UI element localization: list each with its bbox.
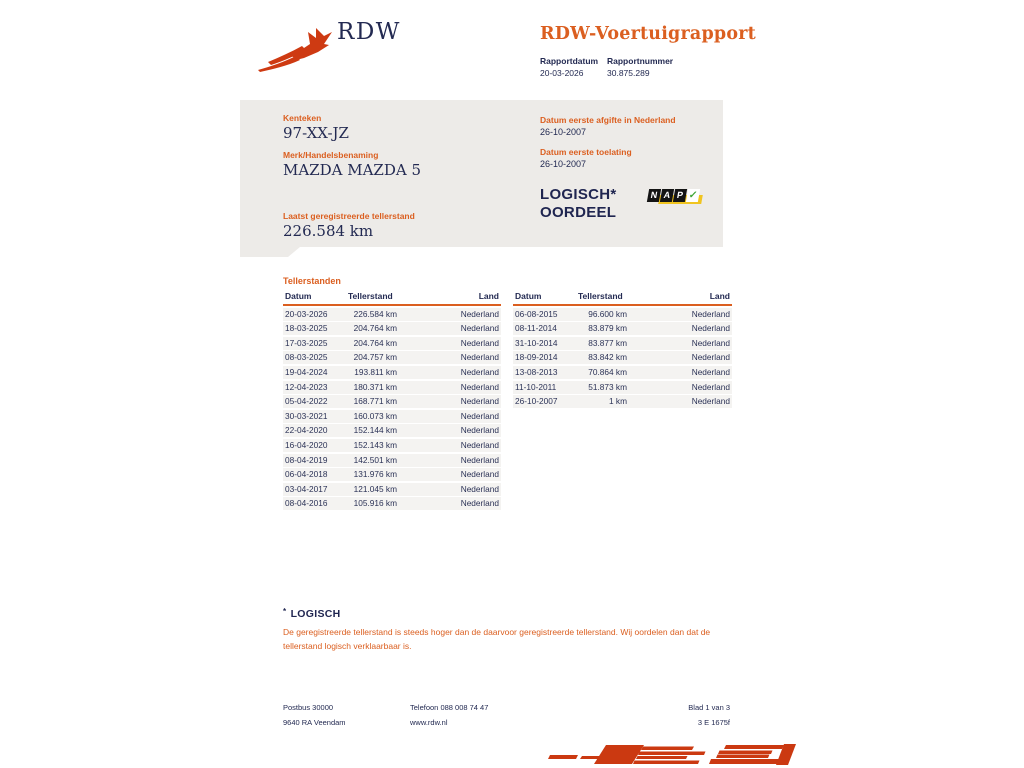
laatste-tellerstand-label: Laatst geregistreerde tellerstand <box>283 211 415 221</box>
cell-land: Nederland <box>460 469 499 480</box>
footer-website: www.rdw.nl <box>410 718 448 727</box>
cell-datum: 16-04-2020 <box>285 439 328 450</box>
cell-land: Nederland <box>691 308 730 319</box>
rdw-stripes-decoration-icon <box>546 742 798 768</box>
cell-datum: 05-04-2022 <box>285 396 328 407</box>
cell-tellerstand: 204.764 km <box>353 323 397 334</box>
cell-tellerstand: 168.771 km <box>353 396 397 407</box>
table-row <box>283 468 501 481</box>
logisch-footnote <box>283 604 723 653</box>
cell-tellerstand: 204.757 km <box>353 352 397 363</box>
table-row <box>283 483 501 496</box>
cell-tellerstand: 160.073 km <box>353 410 397 421</box>
cell-land: Nederland <box>460 381 499 392</box>
eerste-afgifte-value: 26-10-2007 <box>540 127 587 137</box>
nap-logo <box>648 185 704 209</box>
cell-tellerstand: 204.764 km <box>353 337 397 348</box>
footer-address-line2: 9640 RA Veendam <box>283 718 346 727</box>
cell-datum: 18-09-2014 <box>515 352 558 363</box>
nap-letter-n: N <box>647 189 661 202</box>
cell-tellerstand: 131.976 km <box>353 469 397 480</box>
column-header-tellerstand: Tellerstand <box>578 291 623 301</box>
table-row <box>283 395 501 408</box>
kenteken-label: Kenteken <box>283 113 322 123</box>
report-number-label: Rapportnummer <box>607 56 674 66</box>
tellerstanden-title: Tellerstanden <box>283 276 341 286</box>
table-row <box>283 337 501 350</box>
cell-land: Nederland <box>691 366 730 377</box>
column-header-land: Land <box>478 291 499 301</box>
table-row <box>283 308 501 321</box>
cell-tellerstand: 51.873 km <box>588 381 627 392</box>
column-header-tellerstand: Tellerstand <box>348 291 393 301</box>
column-header-datum: Datum <box>515 291 542 301</box>
cell-land: Nederland <box>460 425 499 436</box>
nap-check-icon: ✓ <box>687 190 699 201</box>
cell-datum: 26-10-2007 <box>515 396 558 407</box>
table-row <box>283 424 501 437</box>
cell-datum: 19-04-2024 <box>285 366 328 377</box>
tellerstanden-section <box>283 276 732 510</box>
table-header <box>283 291 501 306</box>
page-title: RDW-Voertuigrapport <box>540 24 756 44</box>
eerste-afgifte-label: Datum eerste afgifte in Nederland <box>540 115 676 125</box>
table-row <box>283 322 501 335</box>
footer-page-indicator: Blad 1 van 3 <box>688 703 730 712</box>
cell-datum: 31-10-2014 <box>515 337 558 348</box>
cell-land: Nederland <box>460 308 499 319</box>
cell-datum: 30-03-2021 <box>285 410 328 421</box>
footer-address-line1: Postbus 30000 <box>283 703 334 712</box>
cell-tellerstand: 1 km <box>609 396 627 407</box>
cell-tellerstand: 70.864 km <box>588 366 627 377</box>
cell-land: Nederland <box>460 498 499 509</box>
odometer-table-right <box>513 291 732 510</box>
cell-datum: 08-03-2025 <box>285 352 328 363</box>
report-date-value: 20-03-2026 <box>540 68 584 78</box>
footer-page-info <box>600 700 730 730</box>
cell-datum: 17-03-2025 <box>285 337 328 348</box>
table-row <box>513 381 732 394</box>
cell-tellerstand: 152.143 km <box>353 439 397 450</box>
cell-land: Nederland <box>460 352 499 363</box>
table-row <box>283 381 501 394</box>
cell-datum: 12-04-2023 <box>285 381 328 392</box>
cell-tellerstand: 105.916 km <box>353 498 397 509</box>
cell-datum: 08-04-2019 <box>285 454 328 465</box>
cell-tellerstand: 83.879 km <box>588 323 627 334</box>
cell-land: Nederland <box>460 366 499 377</box>
footer-form-code: 3 E 1675f <box>697 718 730 727</box>
cell-tellerstand: 193.811 km <box>354 366 397 377</box>
cell-land: Nederland <box>691 323 730 334</box>
cell-tellerstand: 83.842 km <box>588 352 627 363</box>
column-header-datum: Datum <box>285 291 312 301</box>
eerste-toelating-label: Datum eerste toelating <box>540 147 632 157</box>
oordeel-line2: OORDEEL <box>540 204 617 221</box>
eerste-toelating-value: 26-10-2007 <box>540 159 587 169</box>
laatste-tellerstand-value: 226.584 km <box>283 222 374 240</box>
rdw-flag-logo-icon <box>258 22 334 72</box>
table-row <box>283 410 501 423</box>
cell-datum: 13-08-2013 <box>515 366 558 377</box>
cell-datum: 03-04-2017 <box>285 483 328 494</box>
cell-datum: 06-04-2018 <box>285 469 328 480</box>
oordeel-line1: LOGISCH* <box>540 186 617 203</box>
footnote-marker: * <box>283 607 287 616</box>
cell-land: Nederland <box>460 439 499 450</box>
vehicle-summary-panel <box>240 100 723 247</box>
footnote-text: De geregistreerde tellerstand is steeds hoger dan de daarvoor geregistreerde tellerstand. Wij oordelen dan dat de tellerstand logisch verklaarbaar is. <box>283 627 711 651</box>
cell-land: Nederland <box>460 323 499 334</box>
table-row <box>513 366 732 379</box>
column-header-land: Land <box>709 291 730 301</box>
table-row <box>283 454 501 467</box>
table-header <box>513 291 732 306</box>
cell-land: Nederland <box>460 337 499 348</box>
table-row <box>513 351 732 364</box>
cell-datum: 18-03-2025 <box>285 323 328 334</box>
cell-datum: 08-11-2014 <box>515 323 557 334</box>
merk-value: MAZDA MAZDA 5 <box>283 161 422 179</box>
nap-letter-p: P <box>673 189 687 202</box>
cell-land: Nederland <box>460 483 499 494</box>
cell-datum: 11-10-2011 <box>515 381 557 392</box>
cell-datum: 20-03-2026 <box>285 308 328 319</box>
cell-land: Nederland <box>691 381 730 392</box>
table-row <box>513 395 732 408</box>
merk-label: Merk/Handelsbenaming <box>283 150 379 160</box>
cell-land: Nederland <box>691 352 730 363</box>
cell-tellerstand: 96.600 km <box>588 308 627 319</box>
report-number-value: 30.875.289 <box>607 68 650 78</box>
cell-datum: 22-04-2020 <box>285 425 328 436</box>
table-row <box>283 439 501 452</box>
cell-land: Nederland <box>460 454 499 465</box>
footer-contact <box>410 700 488 730</box>
table-row <box>283 366 501 379</box>
cell-datum: 08-04-2016 <box>285 498 328 509</box>
cell-tellerstand: 180.371 km <box>353 381 397 392</box>
table-row <box>283 351 501 364</box>
table-row <box>513 308 732 321</box>
cell-land: Nederland <box>460 410 499 421</box>
report-date-label: Rapportdatum <box>540 56 599 66</box>
footnote-heading <box>283 604 723 622</box>
cell-datum: 06-08-2015 <box>515 308 558 319</box>
footer-address <box>283 700 346 730</box>
table-row <box>513 337 732 350</box>
rdw-logo-text: RDW <box>337 19 401 45</box>
table-row <box>513 322 732 335</box>
odometer-table-left <box>283 291 501 510</box>
cell-tellerstand: 226.584 km <box>353 308 397 319</box>
cell-land: Nederland <box>691 337 730 348</box>
footer-phone: Telefoon 088 008 74 47 <box>410 703 489 712</box>
cell-tellerstand: 152.144 km <box>353 425 397 436</box>
cell-land: Nederland <box>691 396 730 407</box>
table-row <box>283 497 501 510</box>
nap-letter-a: A <box>660 189 674 202</box>
cell-tellerstand: 121.045 km <box>353 483 397 494</box>
kenteken-value: 97-XX-JZ <box>283 124 349 142</box>
panel-corner-tab <box>240 247 300 257</box>
footnote-title: LOGISCH <box>290 608 341 620</box>
cell-land: Nederland <box>460 396 499 407</box>
cell-tellerstand: 142.501 km <box>353 454 397 465</box>
cell-tellerstand: 83.877 km <box>588 337 627 348</box>
oordeel-verdict <box>540 186 617 222</box>
